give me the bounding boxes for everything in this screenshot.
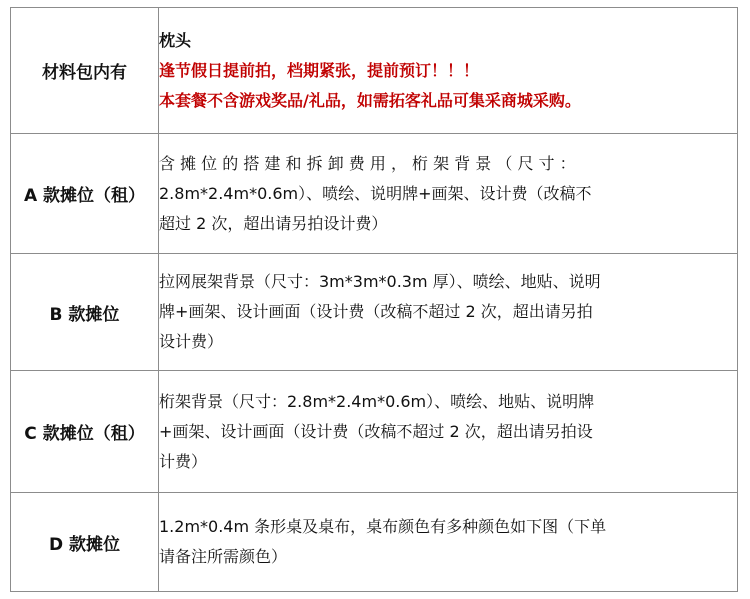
description-line: 请备注所需颜色）: [159, 547, 288, 566]
description-line: +画架、设计画面（设计费（改稿不超过 2 次，超出请另拍设: [159, 421, 593, 441]
description-line: 1.2m*0.4m 条形桌及桌布，桌布颜色有多种颜色如下图（下单: [159, 517, 607, 536]
description-line: 超过 2 次，超出请另拍设计费）: [159, 213, 388, 233]
holiday-booking-notice: 逢节假日提前拍，档期紧张，提前预订！！！: [159, 60, 480, 80]
description-line: 计费）: [159, 451, 208, 471]
table-row-booth-a: [11, 134, 738, 254]
row-label-materials: 材料包内有: [11, 8, 159, 134]
gift-exclusion-notice: 本套餐不含游戏奖品/礼品，如需拓客礼品可集采商城采购。: [159, 90, 581, 110]
row-label-booth-c: C 款摊位（租）: [11, 371, 159, 493]
row-label-booth-d: D 款摊位: [11, 493, 159, 592]
description-line: 设计费）: [159, 332, 224, 351]
booth-d-description: [159, 493, 738, 592]
description-line: 拉网展架背景（尺寸：3m*3m*0.3m 厚）、喷绘、地贴、说明: [159, 272, 601, 291]
description-line: 牌+画架、设计画面（设计费（改稿不超过 2 次，超出请另拍: [159, 302, 593, 321]
table-row-booth-d: [11, 493, 738, 592]
row-label-booth-a: A 款摊位（租）: [11, 134, 159, 254]
booth-b-description: [159, 254, 738, 371]
booth-a-description: [159, 134, 738, 254]
package-contents-table: [10, 7, 738, 592]
table-row-header: [11, 8, 738, 134]
table-row-booth-b: [11, 254, 738, 371]
table-row-booth-c: [11, 371, 738, 493]
description-line: 2.8m*2.4m*0.6m）、喷绘、说明牌+画架、设计费（改稿不: [159, 183, 592, 203]
booth-c-description: [159, 371, 738, 493]
row-label-booth-b: B 款摊位: [11, 254, 159, 371]
description-line: 桁架背景（尺寸：2.8m*2.4m*0.6m）、喷绘、地贴、说明牌: [159, 391, 595, 411]
header-content-cell: [159, 8, 738, 134]
pillow-title: 枕头: [159, 30, 192, 50]
description-line: 含 摊 位 的 搭 建 和 拆 卸 费 用 ， 桁 架 背 景 （ 尺 寸 ：: [159, 153, 576, 173]
